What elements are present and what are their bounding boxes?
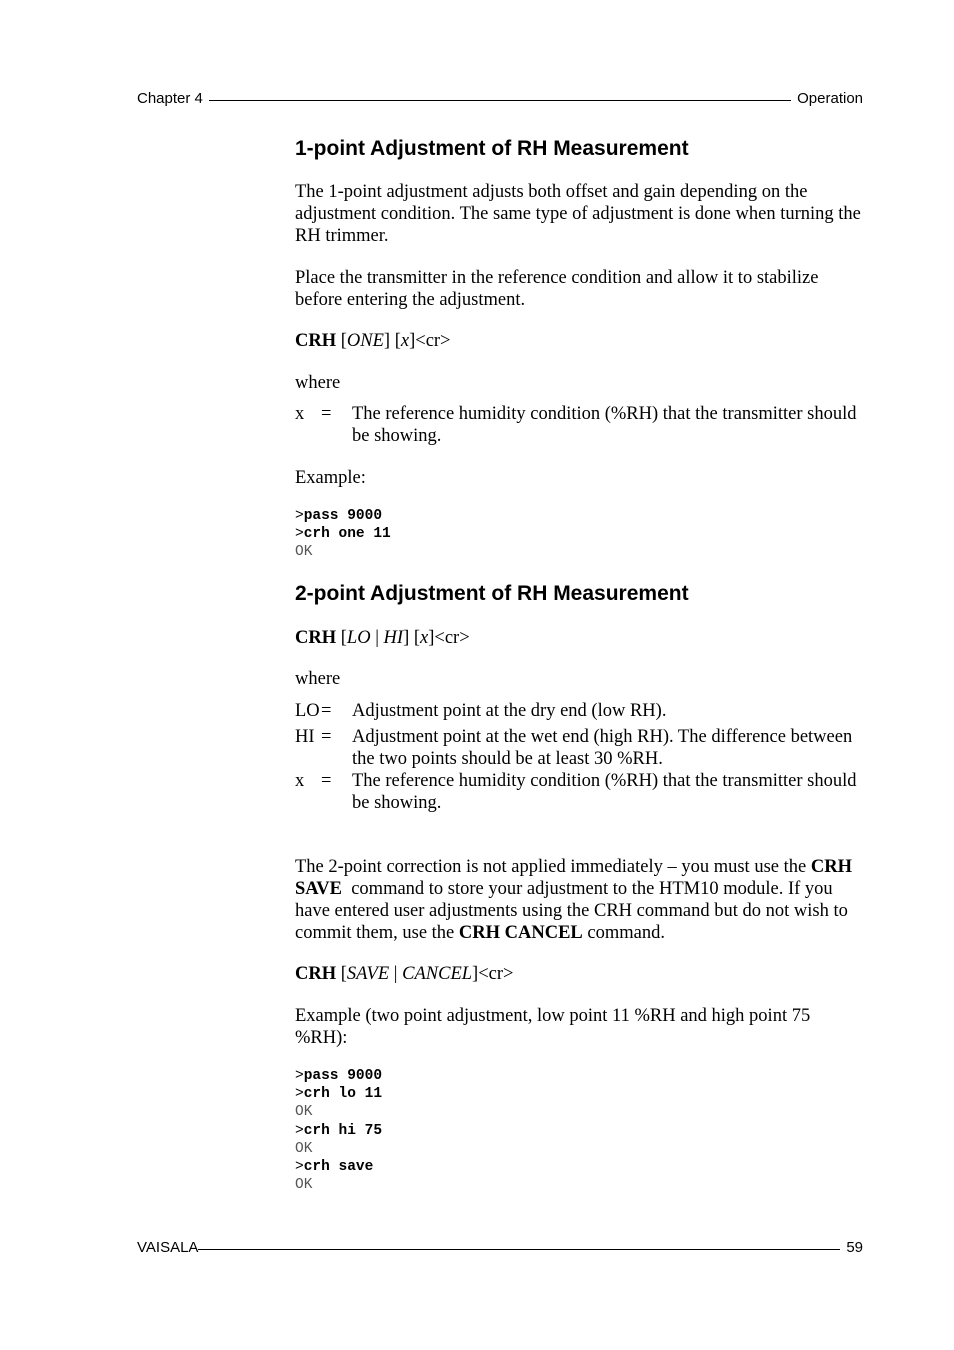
code-prompt: > xyxy=(295,508,304,524)
syntax-arg: x xyxy=(400,331,410,351)
definition-desc: Adjustment point at the dry end (low RH). xyxy=(352,701,667,721)
definition-equals: = xyxy=(321,404,332,424)
syntax-arg: LO xyxy=(346,628,371,648)
section1-syntax xyxy=(295,330,865,352)
syntax-punct: [ xyxy=(336,964,347,984)
page-header xyxy=(137,90,863,107)
code-line: OK xyxy=(295,1140,313,1157)
section-label: Operation xyxy=(797,90,863,107)
syntax-punct: | xyxy=(370,628,384,648)
code-command: crh one 11 xyxy=(303,526,391,543)
para-text: The 2-point correction is not applied immediately – you must use the xyxy=(295,857,811,877)
para-text: command to store your adjustment to the HTM10 module. If you have entered user adjustments using the CRH command but do not wish to commit them, use the xyxy=(295,879,853,943)
code-line xyxy=(295,1158,382,1176)
syntax-punct: ] [ xyxy=(383,331,401,351)
code-line: OK xyxy=(295,1104,313,1121)
footer-rule xyxy=(198,1249,840,1250)
para-bold-command: CRH SAVE xyxy=(295,857,852,899)
section2-example-label: Example (two point adjustment, low point 11 %RH and high point 75 %RH): xyxy=(295,1006,811,1048)
definition-term: HI xyxy=(295,727,315,747)
definition-desc: The reference humidity condition (%RH) that the transmitter should be showing. xyxy=(352,404,857,446)
section1-where: where xyxy=(295,373,341,393)
code-command: pass 9000 xyxy=(303,508,383,524)
syntax-punct: | xyxy=(389,964,403,984)
syntax-cmd: CRH xyxy=(295,628,337,648)
syntax-arg: HI xyxy=(383,628,404,648)
para-text: command. xyxy=(582,923,665,943)
code-line xyxy=(295,1122,382,1140)
page-number: 59 xyxy=(846,1239,863,1256)
section1-para1: The 1-point adjustment adjusts both offset and gain depending on the adjustment condition. The same type of adjustment is done when turning the RH trimmer. xyxy=(295,182,861,246)
definition-desc: Adjustment point at the wet end (high RH). The difference between the two points should be at least 30 %RH. xyxy=(352,727,853,769)
page-footer xyxy=(137,1239,863,1256)
syntax-punct: [ xyxy=(336,628,347,648)
code-block-2 xyxy=(295,1067,382,1194)
section2-syntax2 xyxy=(295,963,865,985)
code-prompt: > xyxy=(295,1086,304,1103)
code-command: crh hi 75 xyxy=(303,1122,383,1139)
syntax-arg: ONE xyxy=(346,331,384,351)
definition-term: LO xyxy=(295,701,320,721)
code-prompt: > xyxy=(295,1122,304,1139)
syntax-cmd: CRH xyxy=(295,331,337,351)
section2-para1 xyxy=(295,856,865,944)
code-line: OK xyxy=(295,1177,313,1194)
definition-term: x xyxy=(295,771,305,791)
definition-equals: = xyxy=(321,701,332,721)
code-line: OK xyxy=(295,544,313,561)
syntax-punct: ]<cr> xyxy=(472,964,514,984)
para-bold-command: CRH CANCEL xyxy=(458,923,583,943)
section2-where: where xyxy=(295,669,341,689)
code-line xyxy=(295,1085,382,1103)
syntax-arg: SAVE xyxy=(346,964,390,984)
syntax-punct: ] [ xyxy=(403,628,421,648)
code-prompt: > xyxy=(295,526,304,543)
company-name: VAISALA xyxy=(137,1239,199,1256)
definition-term: x xyxy=(295,404,305,424)
code-prompt: > xyxy=(295,1159,304,1176)
code-command: pass 9000 xyxy=(303,1068,383,1084)
section1-heading: 1-point Adjustment of RH Measurement xyxy=(295,137,689,160)
syntax-arg: CANCEL xyxy=(402,964,473,984)
syntax-cmd: CRH xyxy=(295,964,337,984)
syntax-punct: ]<cr> xyxy=(409,331,451,351)
section1-example-label: Example: xyxy=(295,468,366,488)
section2-syntax xyxy=(295,627,865,649)
section1-para2: Place the transmitter in the reference condition and allow it to stabilize before entering the adjustment. xyxy=(295,268,819,310)
code-line xyxy=(295,507,391,525)
definition-equals: = xyxy=(321,771,332,791)
code-block-1 xyxy=(295,507,391,562)
definition-equals: = xyxy=(321,727,332,747)
definition-desc: The reference humidity condition (%RH) that the transmitter should be showing. xyxy=(352,771,857,813)
chapter-label: Chapter 4 xyxy=(137,90,203,107)
section2-heading: 2-point Adjustment of RH Measurement xyxy=(295,582,689,605)
code-line xyxy=(295,1067,382,1085)
header-rule xyxy=(209,100,791,101)
code-command: crh lo 11 xyxy=(303,1086,383,1103)
syntax-arg: x xyxy=(420,628,429,648)
code-prompt: > xyxy=(295,1068,304,1084)
syntax-punct: [ xyxy=(336,331,347,351)
syntax-punct: ]<cr> xyxy=(428,628,470,648)
code-command: crh save xyxy=(303,1159,374,1176)
code-line xyxy=(295,525,391,543)
